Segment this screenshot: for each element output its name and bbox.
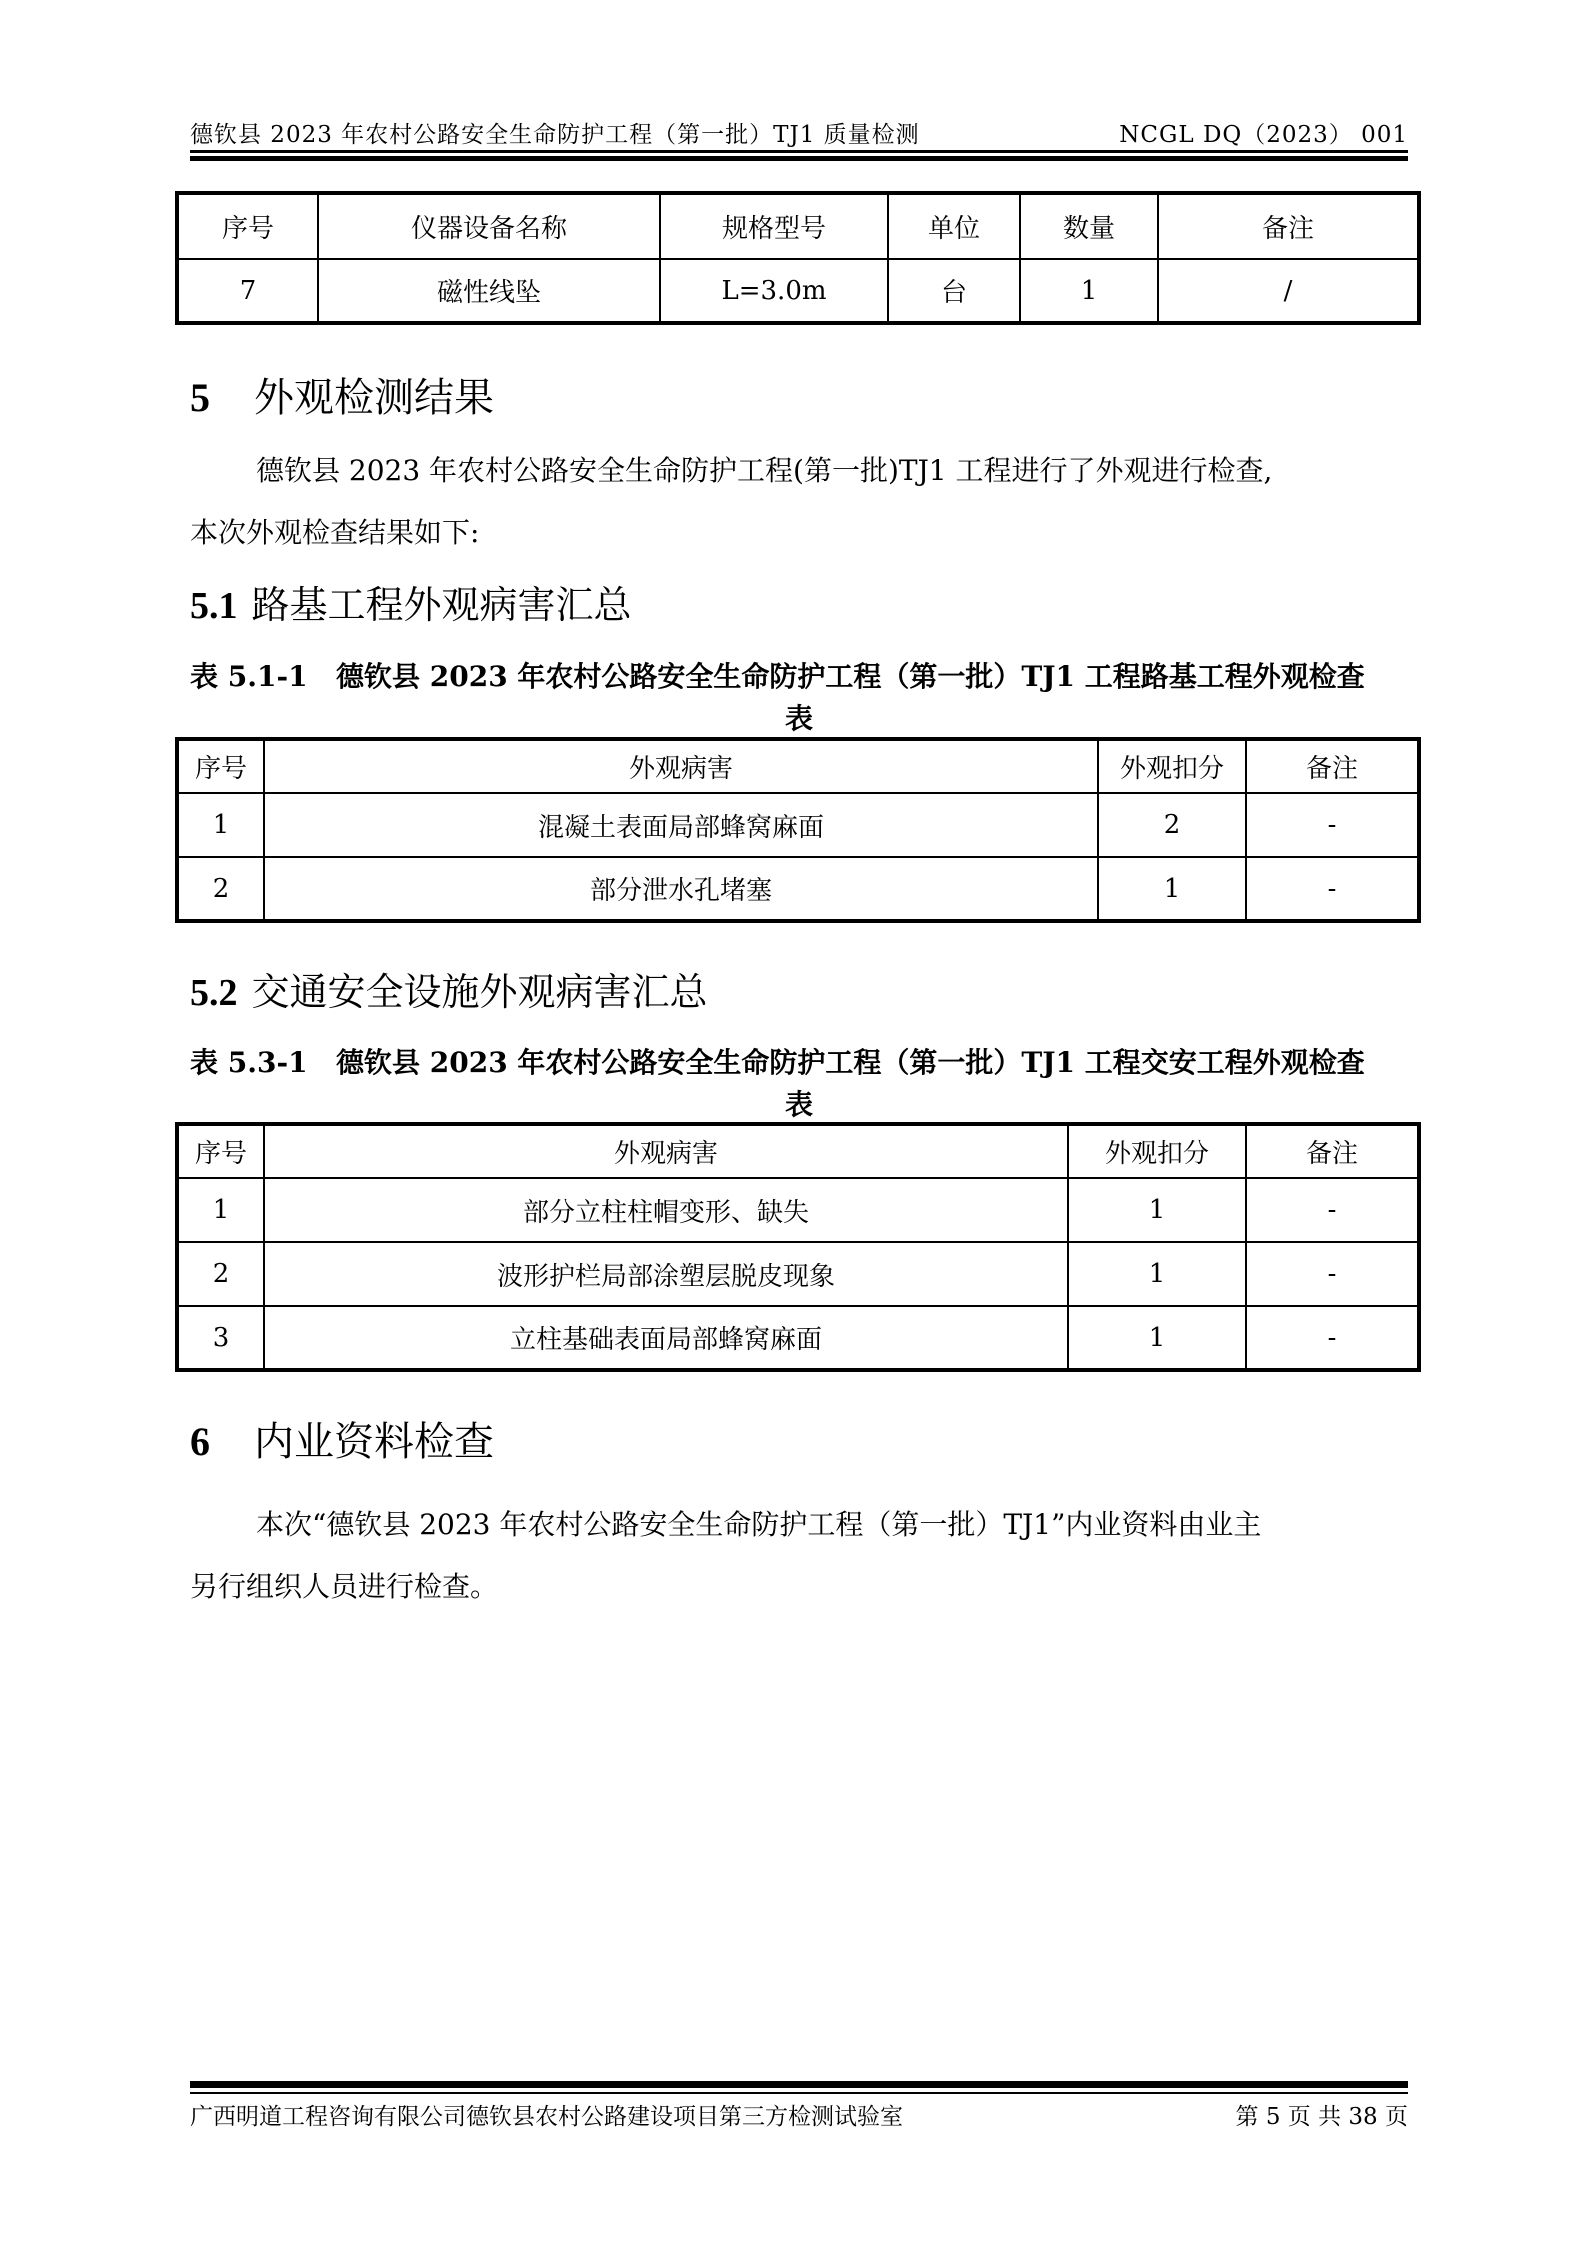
cell-defect: 混凝土表面局部蜂窝麻面	[264, 793, 1098, 857]
paragraph-line: 另行组织人员进行检查。	[190, 1570, 499, 1603]
header-doc-code: NCGL DQ（2023） 001	[1119, 122, 1408, 148]
cell-defect: 波形护栏局部涂塑层脱皮现象	[264, 1242, 1068, 1306]
page-footer	[190, 2098, 1408, 2131]
cell-spec: L=3.0m	[660, 259, 888, 323]
col-header: 备注	[1246, 1124, 1419, 1178]
table-5-1-1-caption	[190, 655, 1408, 737]
footer-rule-thick	[190, 2081, 1408, 2088]
col-header: 外观扣分	[1068, 1124, 1246, 1178]
paragraph-line: 本次外观检查结果如下:	[190, 516, 480, 549]
caption-wrap: 表	[784, 702, 813, 735]
section-title: 外观检测结果	[254, 375, 494, 421]
col-header: 单位	[888, 193, 1020, 259]
col-header: 外观病害	[264, 1124, 1068, 1178]
cell-index: 7	[177, 259, 318, 323]
section-6-paragraph	[190, 1494, 1408, 1618]
col-header: 序号	[177, 193, 318, 259]
cell-index: 1	[177, 793, 264, 857]
col-header: 序号	[177, 1124, 264, 1178]
col-header: 规格型号	[660, 193, 888, 259]
table-row	[177, 1242, 1419, 1306]
cell-note: -	[1246, 1242, 1419, 1306]
cell-qty: 1	[1020, 259, 1158, 323]
header-title: 德钦县 2023 年农村公路安全生命防护工程（第一批）TJ1 质量检测	[190, 122, 920, 148]
footer-org: 广西明道工程咨询有限公司德钦县农村公路建设项目第三方检测试验室	[190, 2104, 903, 2130]
table-header-row	[177, 739, 1419, 793]
section-5-1-heading	[190, 574, 632, 629]
section-5-heading	[190, 366, 494, 423]
table-5-3-1	[175, 1122, 1421, 1372]
section-5-2-heading	[190, 961, 708, 1016]
col-header: 仪器设备名称	[318, 193, 660, 259]
cell-name: 磁性线坠	[318, 259, 660, 323]
cell-index: 2	[177, 1242, 264, 1306]
table-row	[177, 259, 1419, 323]
cell-note: -	[1246, 857, 1419, 921]
cell-defect: 部分泄水孔堵塞	[264, 857, 1098, 921]
cell-deduction: 1	[1068, 1178, 1246, 1242]
section-number: 5	[190, 375, 210, 420]
caption-wrap: 表	[784, 1088, 813, 1121]
table-header-row	[177, 193, 1419, 259]
table-header-row	[177, 1124, 1419, 1178]
caption-text: 德钦县 2023 年农村公路安全生命防护工程（第一批）TJ1 工程路基工程外观检查	[336, 660, 1365, 693]
cell-defect: 部分立柱柱帽变形、缺失	[264, 1178, 1068, 1242]
col-header: 备注	[1246, 739, 1419, 793]
table-row	[177, 1306, 1419, 1370]
cell-note: -	[1246, 793, 1419, 857]
section-number: 6	[190, 1419, 210, 1464]
cell-index: 1	[177, 1178, 264, 1242]
caption-label: 表 5.1-1	[190, 660, 308, 693]
header-rule-thick	[190, 156, 1408, 161]
cell-deduction: 1	[1068, 1306, 1246, 1370]
caption-text: 德钦县 2023 年农村公路安全生命防护工程（第一批）TJ1 工程交安工程外观检查	[336, 1046, 1365, 1079]
equipment-table	[175, 191, 1421, 325]
section-title: 内业资料检查	[254, 1419, 494, 1465]
cell-deduction: 2	[1098, 793, 1246, 857]
cell-note: -	[1246, 1306, 1419, 1370]
caption-label: 表 5.3-1	[190, 1046, 308, 1079]
paragraph-line: 德钦县 2023 年农村公路安全生命防护工程(第一批)TJ1 工程进行了外观进行检查,	[256, 454, 1273, 487]
table-row	[177, 1178, 1419, 1242]
cell-index: 2	[177, 857, 264, 921]
header-rule-thin	[190, 150, 1408, 153]
cell-deduction: 1	[1098, 857, 1246, 921]
section-title: 路基工程外观病害汇总	[251, 583, 632, 627]
col-header: 数量	[1020, 193, 1158, 259]
cell-note: -	[1246, 1178, 1419, 1242]
cell-defect: 立柱基础表面局部蜂窝麻面	[264, 1306, 1068, 1370]
cell-index: 3	[177, 1306, 264, 1370]
cell-note: /	[1158, 259, 1419, 323]
cell-unit: 台	[888, 259, 1020, 323]
table-5-1-1	[175, 737, 1421, 923]
col-header: 外观扣分	[1098, 739, 1246, 793]
paragraph-line: 本次“德钦县 2023 年农村公路安全生命防护工程（第一批）TJ1”内业资料由业主	[256, 1508, 1262, 1541]
table-row	[177, 793, 1419, 857]
footer-rule-thin	[190, 2092, 1408, 2094]
table-5-3-1-caption	[190, 1041, 1408, 1123]
section-number: 5.1	[190, 585, 238, 627]
col-header: 序号	[177, 739, 264, 793]
section-number: 5.2	[190, 972, 238, 1014]
cell-deduction: 1	[1068, 1242, 1246, 1306]
table-row	[177, 857, 1419, 921]
page-header	[190, 116, 1408, 149]
page-number: 第 5 页 共 38 页	[1235, 2104, 1408, 2130]
section-title: 交通安全设施外观病害汇总	[251, 970, 708, 1014]
section-6-heading	[190, 1410, 494, 1467]
col-header: 外观病害	[264, 739, 1098, 793]
section-5-paragraph	[190, 440, 1408, 564]
col-header: 备注	[1158, 193, 1419, 259]
